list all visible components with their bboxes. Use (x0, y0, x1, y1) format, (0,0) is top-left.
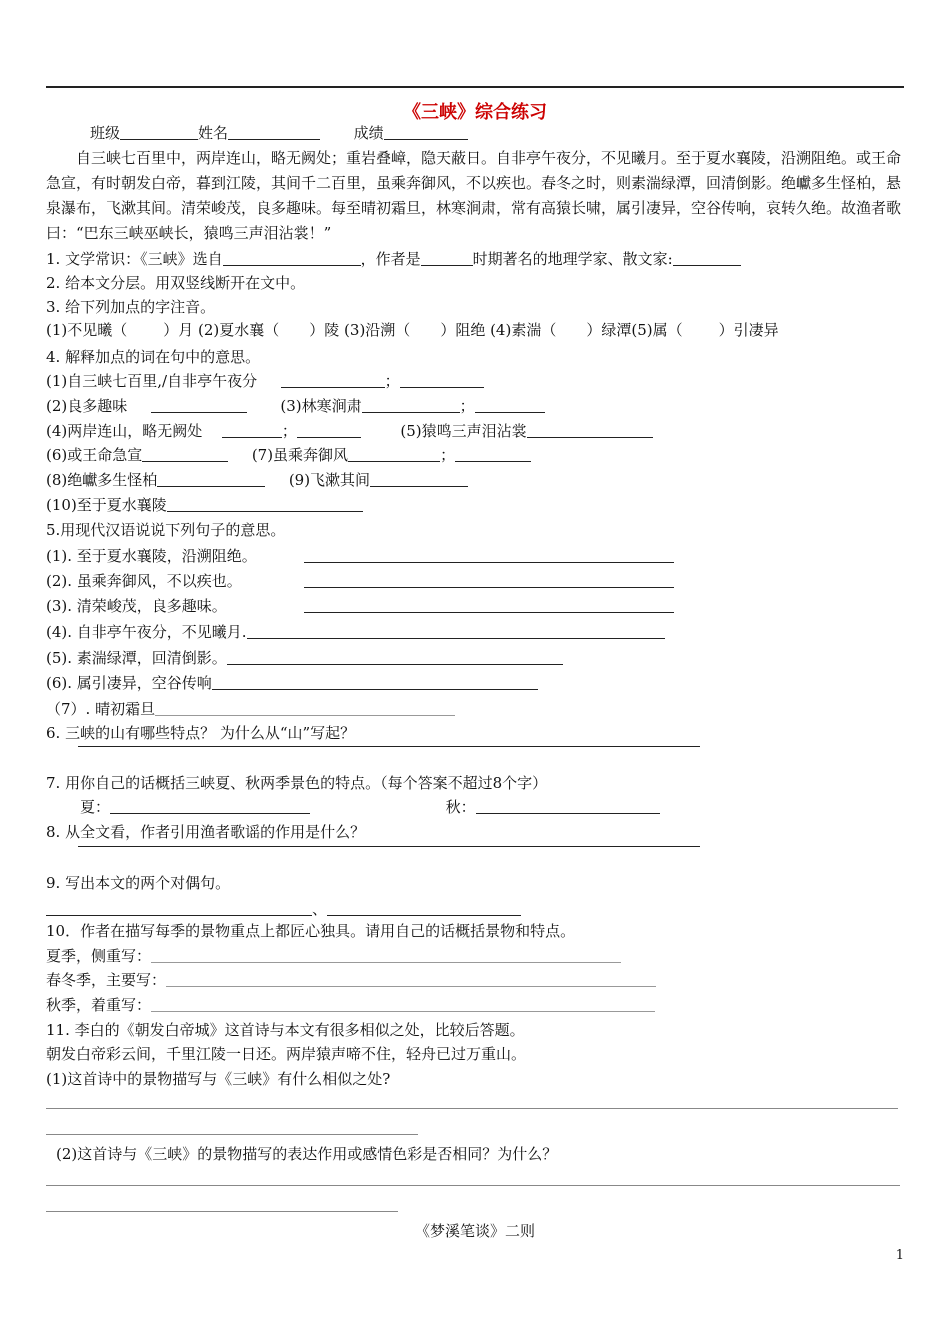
q10-autumn-label: 秋季，着重写： (46, 996, 152, 1014)
question-5-s1 (46, 545, 674, 567)
q10-autumn (46, 994, 655, 1016)
q4-answer-field[interactable] (348, 446, 440, 462)
question-4-row3 (46, 420, 653, 442)
q10-answer-field[interactable] (151, 996, 655, 1012)
question-4-label: 4. 解释加点的词在句中的意思。 (46, 348, 261, 366)
q5-sentence: (2). 虽乘奔御风，不以疾也。 (46, 572, 242, 590)
q4-item-4: (4)两岸连山，略无阙处 (46, 422, 203, 440)
q9-answer-field[interactable] (46, 900, 312, 916)
q5-answer-field[interactable] (212, 674, 538, 690)
name-label: 姓名 (198, 124, 229, 142)
separator: 、 (312, 900, 328, 918)
q10-summer (46, 945, 621, 967)
q4-item-9: (9)飞漱其间 (288, 471, 371, 489)
score-field[interactable] (384, 124, 468, 140)
q4-item-8: (8)绝巘多生怪柏 (46, 471, 158, 489)
q3-item: ）引凄异 (718, 321, 779, 339)
q4-answer-field[interactable] (370, 471, 468, 487)
q1-era-field[interactable] (421, 250, 473, 266)
q10-spring-label: 春冬季，主要写： (46, 971, 167, 989)
q4-item-1: (1)自三峡七百里,/自非亭午夜分 (46, 372, 258, 390)
question-5-s7 (46, 698, 455, 720)
q4-answer-field[interactable] (167, 496, 363, 512)
question-2: 2. 给本文分层。用双竖线断开在文中。 (46, 274, 306, 292)
q4-item-10: (10)至于夏水襄陵 (46, 496, 167, 514)
q5-answer-field[interactable] (155, 700, 455, 716)
name-field[interactable] (228, 124, 320, 140)
answer-line[interactable] (46, 1134, 418, 1135)
q1-text-c: 时期著名的地理学家、散文家: (472, 250, 673, 268)
score-label: 成绩 (353, 124, 384, 142)
question-11: 11. 李白的《朝发白帝城》这首诗与本文有很多相似之处，比较后答题。 (46, 1021, 525, 1039)
question-5-s5 (46, 647, 563, 669)
q5-sentence: (6). 属引凄异，空谷传响 (46, 674, 212, 692)
answer-line[interactable] (46, 1108, 898, 1109)
question-3-label: 3. 给下列加点的字注音。 (46, 298, 216, 316)
question-5-s3 (46, 595, 674, 617)
question-4-row4 (46, 444, 531, 466)
question-10: 10．作者在描写每季的景物重点上都匠心独具。请用自己的话概括景物和特点。 (46, 922, 576, 940)
q5-sentence: (5). 素湍绿潭，回清倒影。 (46, 649, 227, 667)
poem-text: 朝发白帝彩云间，千里江陵一日还。两岸猿声啼不住，轻舟已过万重山。 (46, 1045, 527, 1063)
question-9: 9. 写出本文的两个对偶句。 (46, 874, 231, 892)
summer-answer-field[interactable] (110, 798, 310, 814)
q4-item-7: (7)虽乘奔御风 (251, 446, 349, 464)
separator: ； (440, 446, 456, 464)
q10-answer-field[interactable] (166, 971, 656, 987)
q4-answer-field[interactable] (281, 372, 385, 388)
answer-line[interactable] (78, 846, 700, 847)
q5-answer-field[interactable] (304, 597, 674, 613)
answer-line[interactable] (46, 1185, 900, 1186)
question-1 (46, 248, 741, 270)
autumn-label: 秋： (445, 798, 476, 816)
q4-item-3: (3)林寒涧肃 (280, 397, 362, 415)
q10-answer-field[interactable] (151, 947, 621, 963)
header-fields (90, 122, 468, 144)
question-5-label: 5.用现代汉语说说下列句子的意思。 (46, 521, 286, 539)
q4-answer-field[interactable] (527, 422, 653, 438)
q3-item: ）陵 (3)沿溯（ (309, 321, 411, 339)
question-5-s6 (46, 672, 538, 694)
question-9-answers (46, 898, 521, 920)
page-number: 1 (895, 1248, 904, 1263)
answer-line[interactable] (78, 746, 700, 747)
q5-answer-field[interactable] (304, 572, 674, 588)
class-label: 班级 (90, 124, 121, 142)
q4-answer-field[interactable] (475, 397, 545, 413)
q4-answer-field[interactable] (297, 422, 361, 438)
question-4-row2 (46, 395, 545, 417)
q5-answer-field[interactable] (304, 547, 674, 563)
q3-item: ）月 (2)夏水襄（ (163, 321, 280, 339)
page-title: 《三峡》综合练习 (403, 102, 547, 123)
q4-answer-field[interactable] (157, 471, 265, 487)
q4-answer-field[interactable] (151, 397, 247, 413)
question-5-s4 (46, 621, 665, 643)
q4-item-5: (5)猿鸣三声泪沾裳 (400, 422, 527, 440)
question-8: 8. 从全文看，作者引用渔者歌谣的作用是什么？ (46, 823, 366, 841)
q10-spring (46, 969, 656, 991)
q9-answer-field[interactable] (327, 900, 521, 916)
question-4-row6 (46, 494, 363, 516)
question-5-s2 (46, 570, 674, 592)
summer-label: 夏： (80, 798, 111, 816)
question-6: 6. 三峡的山有哪些特点？ 为什么从“山”写起？ (46, 724, 356, 742)
q5-sentence: (1). 至于夏水襄陵，沿溯阻绝。 (46, 547, 257, 565)
q4-answer-field[interactable] (455, 446, 531, 462)
question-4-row1 (46, 370, 484, 392)
q4-answer-field[interactable] (400, 372, 484, 388)
question-4-row5 (46, 469, 468, 491)
q1-text-b: ，作者是 (360, 250, 421, 268)
question-11-sub2: (2)这首诗与《三峡》的景物描写的表达作用或感情色彩是否相同？为什么？ (56, 1145, 558, 1163)
q5-sentence: (4). 自非亭午夜分，不见曦月. (46, 623, 247, 641)
autumn-answer-field[interactable] (476, 798, 660, 814)
q4-answer-field[interactable] (142, 446, 228, 462)
q5-sentence: (3). 清荣峻茂，良多趣味。 (46, 597, 227, 615)
q3-item: ）阻绝 (4)素湍（ (440, 321, 557, 339)
separator: ； (459, 397, 475, 415)
answer-line[interactable] (46, 1211, 398, 1212)
q5-answer-field[interactable] (227, 649, 563, 665)
q4-answer-field[interactable] (362, 397, 460, 413)
q3-item: (1)不见曦（ (46, 321, 128, 339)
q4-item-2: (2)良多趣味 (46, 397, 128, 415)
q1-source-field[interactable] (223, 250, 361, 266)
separator: ； (281, 422, 297, 440)
separator: ； (384, 372, 400, 390)
q5-answer-field[interactable] (247, 623, 665, 639)
top-rule (46, 86, 904, 88)
q3-item: ）绿潭(5)属（ (586, 321, 683, 339)
question-3-items (46, 319, 779, 341)
question-7-answers (80, 796, 660, 818)
q5-sentence: （7）. 晴初霜旦 (46, 700, 156, 718)
question-11-sub1: (1)这首诗中的景物描写与《三峡》有什么相似之处? (46, 1070, 391, 1088)
q4-item-6: (6)或王命急宣 (46, 446, 143, 464)
q4-answer-field[interactable] (222, 422, 282, 438)
q10-summer-label: 夏季，侧重写： (46, 947, 152, 965)
next-section-title: 《梦溪笔谈》二则 (414, 1222, 535, 1240)
passage-text: 自三峡七百里中，两岸连山，略无阙处；重岩叠嶂，隐天蔽日。自非亭午夜分，不见曦月。至于夏水襄陵，沿溯阻绝。或王命急宣，有时朝发白帝，暮到江陵，其间千二百里，虽乘奔御风，不以疾也。春冬之时，则素湍绿潭，回清倒影。绝巘多生怪柏，悬泉瀑布，飞漱其间。清荣峻茂，良多趣味。每至晴初霜旦，林寒涧肃，常有高猿长啸，属引凄异，空谷传响，哀转久绝。故渔者歌曰：“巴东三峡巫峡长，猿鸣三声泪沾裳！” (46, 149, 902, 242)
class-field[interactable] (120, 124, 198, 140)
question-7: 7. 用你自己的话概括三峡夏、秋两季景色的特点。（每个答案不超过8个字） (46, 774, 548, 792)
q1-author-field[interactable] (673, 250, 741, 266)
q1-text-a: 1. 文学常识：《三峡》选自 (46, 250, 223, 268)
